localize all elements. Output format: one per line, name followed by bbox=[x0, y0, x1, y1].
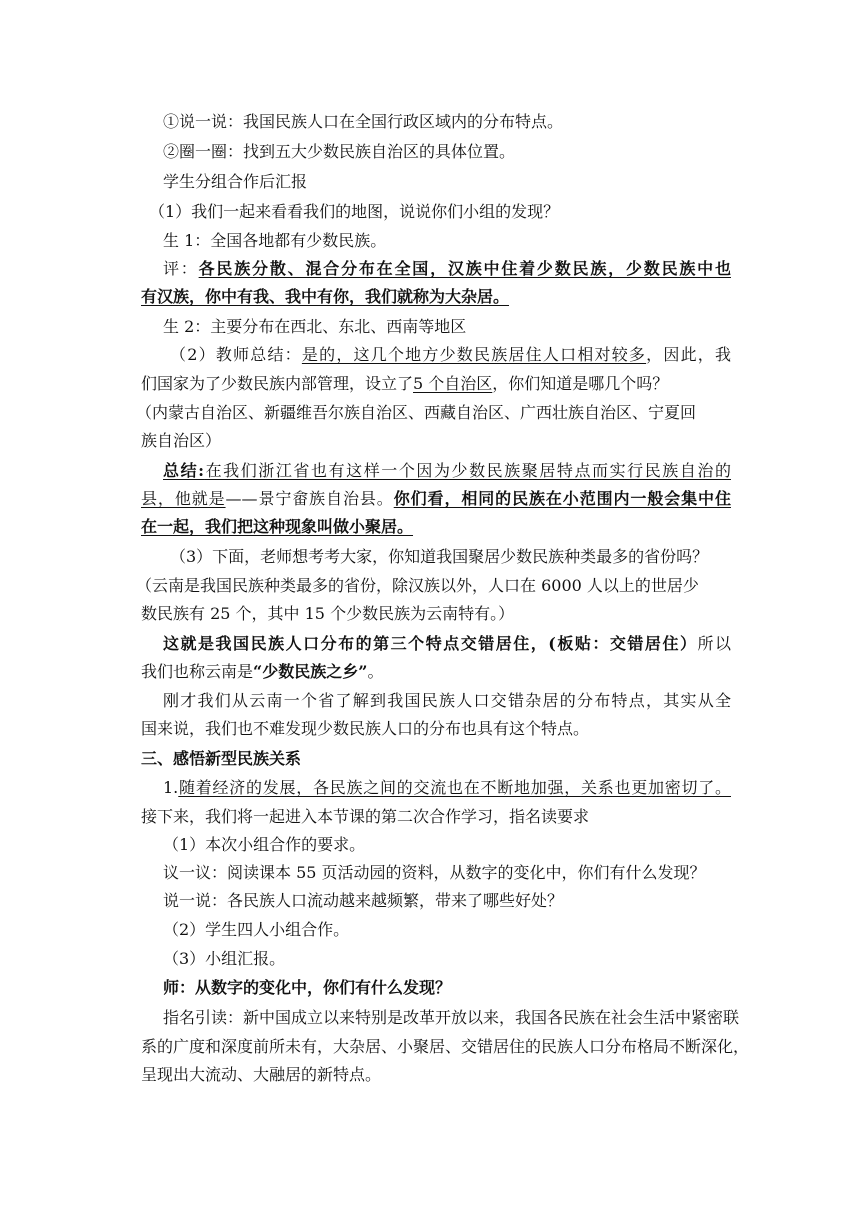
question-1: （1）我们一起来看看我们的地图，说说你们小组的发现？ bbox=[149, 202, 560, 221]
third-feature-1 bbox=[163, 633, 731, 655]
item-quan: ②圈一圈：找到五大少数民族自治区的具体位置。 bbox=[163, 142, 516, 161]
teacher-question: 师：从数字的变化中，你们有什么发现？ bbox=[163, 978, 452, 997]
say-line: 说一说：各民族人口流动越来越频繁，带来了哪些好处？ bbox=[163, 891, 564, 910]
section-heading: 三、感悟新型民族关系 bbox=[141, 749, 302, 768]
t2b-post: ，你们知道是哪几个吗？ bbox=[492, 374, 669, 393]
t2-underline: 是的，这几个地方少数民族居住人口相对较多 bbox=[301, 345, 647, 364]
summary-mid: ——景宁畲族自治县。 bbox=[225, 489, 394, 508]
comment-line-1 bbox=[163, 258, 731, 280]
summary-line-3 bbox=[141, 516, 413, 538]
summary-text-a: 在我们浙江省也有这样一个因为少数民族聚居特点而实行民族自治的 bbox=[204, 461, 731, 480]
point-1-line-2: 接下来，我们将一起进入本节课的第二次合作学习，指名读要求 bbox=[141, 807, 590, 826]
discuss-line: 议一议：阅读课本 55 页活动园的资料，从数字的变化中，你们有什么发现？ bbox=[163, 863, 706, 882]
question-3-answer-1: （云南是我国民族种类最多的省份，除汉族以外，人口在 6000 人以上的世居少 bbox=[136, 576, 699, 595]
requirement-3: （3）小组汇报。 bbox=[163, 949, 286, 968]
t2b-pre: 们国家为了少数民族内部管理，设立了 bbox=[141, 374, 414, 393]
third-feature-2 bbox=[141, 661, 383, 683]
comment-line-2 bbox=[141, 286, 509, 308]
third-b-bold: “少数民族之乡” bbox=[253, 662, 368, 681]
teacher-summary-3: （内蒙古自治区、新疆维吾尔族自治区、西藏自治区、广西壮族自治区、宁夏回 bbox=[136, 403, 697, 422]
third-feature-tail: 所以 bbox=[697, 634, 731, 653]
student-2: 生 2：主要分布在西北、东北、西南等地区 bbox=[163, 317, 467, 336]
third-feature-bold: 这就是我国民族人口分布的第三个特点交错居住，(板贴：交错居住） bbox=[163, 634, 698, 653]
question-3-answer-2: 数民族有 25 个，其中 15 个少数民族为云南特有。） bbox=[141, 604, 515, 623]
comment-label: 评： bbox=[163, 259, 199, 278]
question-3: （3）下面，老师想考考大家，你知道我国聚居少数民族种类最多的省份吗？ bbox=[170, 547, 709, 566]
item-shuo: ①说一说：我国民族人口在全国行政区域内的分布特点。 bbox=[163, 112, 564, 131]
report-line: 学生分组合作后汇报 bbox=[163, 172, 308, 191]
yunnan-para-2: 国来说，我们也不难发现少数民族人口的分布也具有这个特点。 bbox=[141, 719, 590, 738]
student-1: 生 1：全国各地都有少数民族。 bbox=[163, 231, 387, 250]
summary-county: 县，他就是 bbox=[141, 489, 226, 508]
guided-reading-1: 指名引读：新中国成立以来特别是改革开放以来，我国各民族在社会生活中紧密联 bbox=[163, 1008, 740, 1027]
t2-pre: （2）教师总结： bbox=[170, 345, 302, 364]
summary-label: 总结: bbox=[163, 461, 205, 480]
t2b-underline: 5 个自治区 bbox=[413, 374, 493, 393]
point-1-line-1 bbox=[163, 777, 731, 799]
summary-line-2 bbox=[141, 488, 731, 510]
comment-text-b: 有汉族，你中有我、我中有你，我们就称为大杂居。 bbox=[141, 287, 510, 306]
third-b-post: 。 bbox=[367, 662, 384, 681]
teacher-summary-1 bbox=[170, 344, 731, 366]
requirement-2: （2）学生四人小组合作。 bbox=[163, 920, 350, 939]
t2-post: ，因此，我 bbox=[646, 345, 731, 364]
guided-reading-2: 系的广度和深度前所未有，大杂居、小聚居、交错居住的民族人口分布格局不断深化， bbox=[141, 1037, 750, 1056]
comment-text-a: 各民族分散、混合分布在全国，汉族中住着少数民族，少数民族中也 bbox=[198, 259, 731, 278]
third-b-pre: 我们也称云南是 bbox=[141, 662, 254, 681]
guided-reading-3: 呈现出大流动、大融居的新特点。 bbox=[141, 1065, 382, 1084]
summary-bold: 你们看，相同的民族在小范围内一般会集中住 bbox=[393, 489, 731, 508]
point-1-underline: 随着经济的发展，各民族之间的交流也在不断地加强，关系也更加密切了。 bbox=[178, 778, 731, 797]
teacher-summary-2 bbox=[141, 373, 668, 395]
yunnan-para-1: 刚才我们从云南一个省了解到我国民族人口交错杂居的分布特点，其实从全 bbox=[163, 691, 731, 710]
point-1-number: 1. bbox=[163, 778, 179, 797]
summary-text-c: 在一起，我们把这种现象叫做小聚居。 bbox=[141, 517, 414, 536]
summary-line-1 bbox=[163, 460, 731, 482]
teacher-summary-4: 族自治区） bbox=[141, 431, 222, 450]
requirement-1: （1）本次小组合作的要求。 bbox=[163, 835, 366, 854]
